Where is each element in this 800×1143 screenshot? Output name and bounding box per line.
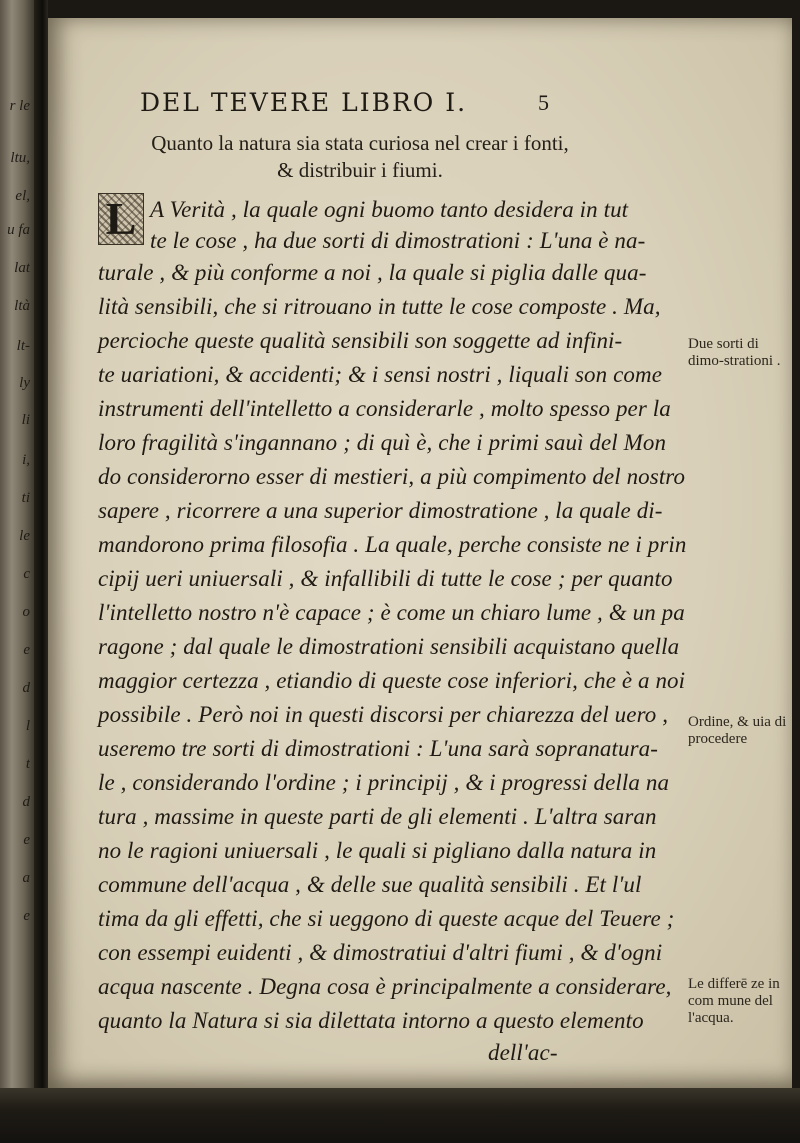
facing-page-fragment: i, xyxy=(22,452,30,468)
text-line: lità sensibili, che si ritrouano in tutte le cose composte . Ma, xyxy=(98,294,661,319)
chapter-heading-line: Quanto la natura sia stata curiosa nel crear i fonti, xyxy=(151,131,569,155)
decorated-initial xyxy=(98,193,144,245)
facing-page-fragment: ti xyxy=(21,490,30,506)
text-line: turale , & più conforme a noi , la quale si piglia dalle qua- xyxy=(98,260,647,285)
chapter-heading-line: & distribuir i fiumi. xyxy=(277,158,443,182)
facing-page-fragment: e xyxy=(23,832,30,848)
facing-page-fragment: li xyxy=(21,412,30,428)
text-line: te le cose , ha due sorti di dimostrationi : L'una è na- xyxy=(150,228,646,253)
text-line: do considerorno esser di mestieri, a più compimento del nostro xyxy=(98,464,686,489)
facing-page-fragment: c xyxy=(23,566,30,582)
facing-page-fragment: le xyxy=(19,528,30,544)
text-line: A Verità , la quale ogni buomo tanto desidera in tut xyxy=(150,197,629,222)
text-line: loro fragilità s'ingannano ; di quì è, che i primi sauì del Mon xyxy=(98,430,667,455)
text-line: quanto la Natura si sia dilettata intorno a questo elemento xyxy=(98,1008,644,1033)
facing-page-edge xyxy=(0,0,34,1143)
facing-page-fragment: d xyxy=(22,794,30,810)
text-line: cipij ueri uniuersali , & infallibili di tutte le cose ; per quanto xyxy=(98,566,673,591)
text-line: ragone ; dal quale le dimostrationi sensibili acquistano quella xyxy=(98,634,680,659)
text-line: le , considerando l'ordine ; i principij , & i progressi della na xyxy=(98,770,670,795)
facing-page-fragment: l xyxy=(25,718,30,734)
text-line: percioche queste qualità sensibili son soggette ad infini- xyxy=(98,328,623,353)
text-line: commune dell'acqua , & delle sue qualità sensibili . Et l'ul xyxy=(98,872,642,897)
facing-page-fragment: ltà xyxy=(14,298,30,314)
facing-page-fragment: lt- xyxy=(16,338,30,354)
drop-cap-letter: L xyxy=(105,193,137,244)
text-line: possibile . Però noi in questi discorsi per chiarezza del uero , xyxy=(98,702,669,727)
text-line: l'intelletto nostro n'è capace ; è come un chiaro lume , & un pa xyxy=(98,600,685,625)
text-line: instrumenti dell'intelletto a considerarle , molto spesso per la xyxy=(98,396,671,421)
facing-page-fragment: ltu, xyxy=(10,150,30,166)
facing-page-fragment: a xyxy=(22,870,30,886)
catchword: dell'ac- xyxy=(488,1040,558,1065)
scan-bottom-edge xyxy=(0,1088,800,1143)
chapter-heading xyxy=(110,130,610,184)
facing-page-fragment: u fa xyxy=(7,222,30,238)
text-line: sapere , ricorrere a una superior dimostratione , la quale di- xyxy=(98,498,663,523)
text-line: te uariationi, & accidenti; & i sensi nostri , liquali son come xyxy=(98,362,663,387)
text-line: mandorono prima filosofia . La quale, perche consiste ne i prin xyxy=(98,532,687,557)
facing-page-fragment: d xyxy=(22,680,30,696)
text-line: acqua nascente . Degna cosa è principalmente a considerare, xyxy=(98,974,672,999)
running-head: DEL TEVERE LIBRO I. xyxy=(140,88,468,117)
text-line: tima da gli effetti, che si ueggono di queste acque del Teuere ; xyxy=(98,906,675,931)
margin-note: Due sorti di dimo-strationi . xyxy=(688,336,781,369)
text-line: con essempi euidenti , & dimostratiui d'altri fiumi , & d'ogni xyxy=(98,940,663,965)
margin-note: Ordine, & uia di procedere xyxy=(688,714,787,747)
facing-page-fragment: e xyxy=(23,908,30,924)
text-line: maggior certezza , etiandio di queste cose inferiori, che è a noi xyxy=(98,668,686,693)
facing-page-fragment: lat xyxy=(14,260,30,276)
facing-page-fragment: t xyxy=(25,756,30,772)
text-line: useremo tre sorti di dimostrationi : L'una sarà sopranatura- xyxy=(98,736,658,761)
facing-page-fragment: e xyxy=(23,642,30,658)
facing-page-fragment: ly xyxy=(19,375,30,391)
book-gutter xyxy=(34,0,48,1143)
page-number: 5 xyxy=(538,90,549,115)
facing-page-fragment: r le xyxy=(9,98,30,114)
margin-note: Le differē ze in com mune del l'acqua. xyxy=(688,976,780,1026)
text-line: tura , massime in queste parti de gli elementi . L'altra saran xyxy=(98,804,657,829)
text-line: no le ragioni uniuersali , le quali si pigliano dalla natura in xyxy=(98,838,657,863)
facing-page-fragment: el, xyxy=(15,188,30,204)
facing-page-fragment: o xyxy=(22,604,30,620)
